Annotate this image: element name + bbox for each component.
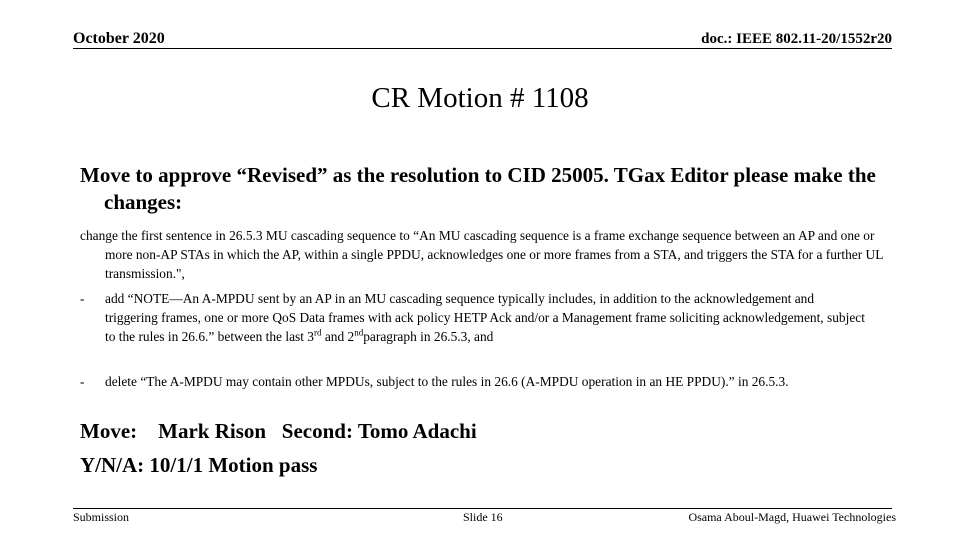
footer-author: Osama Aboul-Magd, Huawei Technologies (688, 510, 896, 524)
bullet-dash: - (80, 374, 85, 389)
change-instruction: change the first sentence in 26.5.3 MU cascading sequence to “An MU cascading sequence is a frame exchange sequence between an AP and one or more non-AP STAs in which the AP, within a single PPDU, acknowledges one or more frames from a STA, and triggers the STA for a further UL transmission.", (80, 228, 883, 281)
motion-statement: Move to approve “Revised” as the resolution to CID 25005. TGax Editor please make the changes: (80, 163, 876, 214)
footer-slide-number: Slide 16 (463, 510, 503, 524)
bullet-text: add “NOTE—An A-MPDU sent by an AP in an MU cascading sequence typically includes, in addition to the acknowledgement and triggering frames, one or more QoS Data frames with ack policy HETP Ack and/or a Management frame soliciting acknowledgement, subject to the rules in 26.6.” between the last 3rd and 2ndparagraph in 26.5.3, and (105, 291, 865, 344)
bullet-text: delete “The A-MPDU may contain other MPDUs, subject to the rules in 26.6 (A-MPDU operation in an HE PPDU).” in 26.5.3. (105, 374, 789, 389)
vote-result-line: Y/N/A: 10/1/1 Motion pass (80, 453, 318, 477)
bullet-add-note (80, 289, 870, 346)
footer-submission: Submission (73, 510, 130, 524)
footer-divider (73, 508, 892, 509)
bullet-delete-text (80, 372, 870, 391)
header-date: October 2020 (73, 30, 165, 47)
slide-title: CR Motion # 1108 (371, 82, 589, 114)
header-divider (73, 48, 892, 49)
move-second-line: Move: Mark Rison Second: Tomo Adachi (80, 419, 477, 443)
bullet-dash: - (80, 291, 85, 306)
header-doc-id: doc.: IEEE 802.11-20/1552r20 (701, 31, 892, 47)
